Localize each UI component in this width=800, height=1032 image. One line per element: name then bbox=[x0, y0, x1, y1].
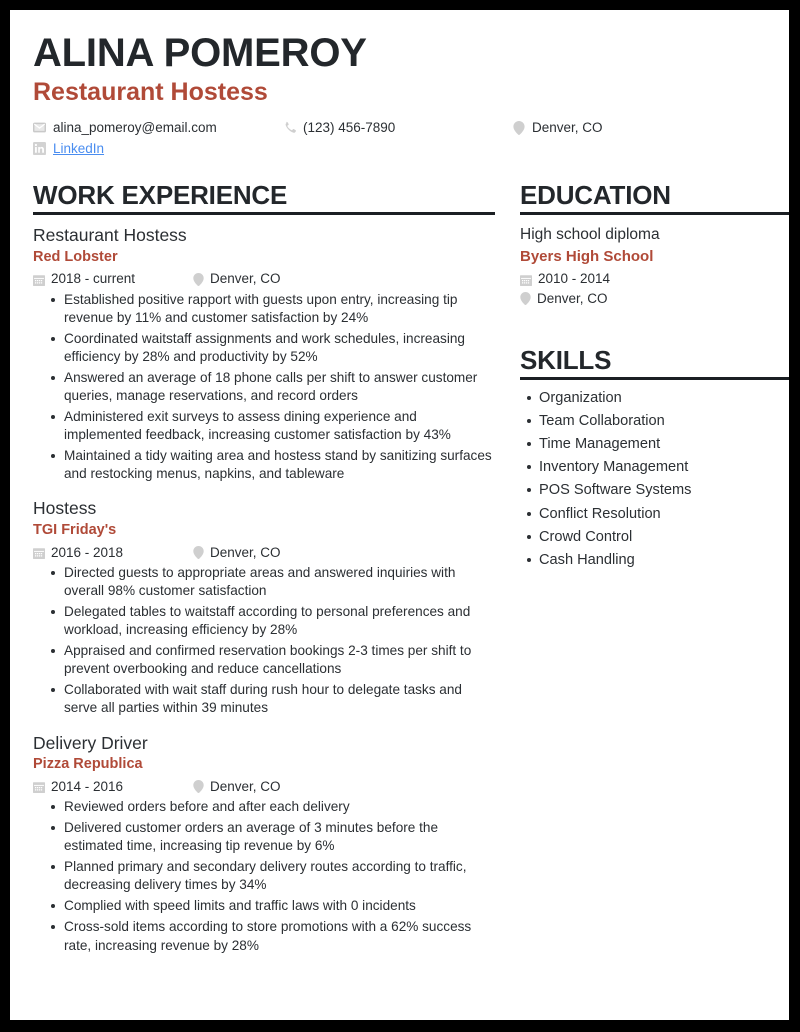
section-title-skills: SKILLS bbox=[520, 344, 612, 375]
section-divider bbox=[520, 377, 789, 380]
experience-location-text: Denver, CO bbox=[210, 271, 281, 287]
list-item: Complied with speed limits and traffic laws with 0 incidents bbox=[64, 897, 495, 915]
left-column bbox=[33, 181, 495, 958]
list-item: Planned primary and secondary delivery routes according to traffic, decreasing delivery times by 34% bbox=[64, 858, 495, 894]
map-pin-icon bbox=[193, 273, 204, 286]
calendar-icon bbox=[33, 274, 45, 286]
work-experience-section bbox=[33, 181, 495, 955]
map-pin-icon bbox=[193, 546, 204, 559]
skills-list bbox=[520, 388, 789, 570]
contact-phone[interactable] bbox=[283, 120, 513, 136]
education-degree: High school diploma bbox=[520, 226, 660, 244]
experience-role: Delivery Driver bbox=[33, 732, 148, 753]
experience-location bbox=[193, 271, 281, 287]
education-dates bbox=[520, 271, 789, 287]
list-item: Coordinated waitstaff assignments and work schedules, increasing efficiency by 28% and productivity by 52% bbox=[64, 330, 495, 366]
location-text: Denver, CO bbox=[532, 119, 603, 135]
experience-location bbox=[193, 545, 281, 561]
experience-dates bbox=[33, 271, 193, 287]
list-item: Collaborated with wait staff during rush hour to delegate tasks and serve all parties within 39 minutes bbox=[64, 681, 495, 717]
list-item: Team Collaboration bbox=[539, 411, 789, 431]
experience-location bbox=[193, 779, 281, 795]
list-item: Time Management bbox=[539, 434, 789, 454]
list-item: Cash Handling bbox=[539, 550, 789, 570]
list-item: Reviewed orders before and after each delivery bbox=[64, 798, 495, 816]
resume-header bbox=[33, 32, 767, 164]
contact-row-1 bbox=[33, 120, 767, 136]
linkedin-icon bbox=[33, 142, 46, 155]
experience-meta bbox=[33, 545, 495, 561]
experience-organization: Red Lobster bbox=[33, 248, 118, 265]
experience-entry bbox=[33, 497, 495, 717]
experience-organization: Pizza Republica bbox=[33, 756, 143, 773]
list-item: Cross-sold items according to store promotions with a 62% success rate, increasing revenue by 28% bbox=[64, 918, 495, 954]
map-pin-icon bbox=[520, 292, 531, 305]
experience-dates bbox=[33, 779, 193, 795]
list-item: Appraised and confirmed reservation bookings 2-3 times per shift to prevent overbooking and reduce cancellations bbox=[64, 642, 495, 678]
calendar-icon bbox=[33, 547, 45, 559]
page-title: ALINA POMEROY bbox=[33, 31, 367, 75]
map-pin-icon bbox=[513, 121, 525, 135]
list-item: Organization bbox=[539, 388, 789, 408]
list-item: Directed guests to appropriate areas and answered inquiries with overall 98% customer satisfaction bbox=[64, 564, 495, 600]
section-title-work-experience: WORK EXPERIENCE bbox=[33, 180, 288, 211]
experience-organization: TGI Friday's bbox=[33, 522, 117, 539]
education-meta bbox=[520, 271, 789, 306]
education-school: Byers High School bbox=[520, 248, 654, 266]
contact-email[interactable] bbox=[33, 120, 283, 136]
list-item: Administered exit surveys to assess dining experience and implemented feedback, increasing customer satisfaction by 43% bbox=[64, 408, 495, 444]
job-title: Restaurant Hostess bbox=[33, 78, 268, 107]
experience-bullets bbox=[33, 291, 495, 484]
experience-meta bbox=[33, 779, 495, 795]
experience-dates-text: 2016 - 2018 bbox=[51, 544, 124, 560]
experience-location-text: Denver, CO bbox=[210, 544, 281, 560]
experience-location-text: Denver, CO bbox=[210, 778, 281, 794]
envelope-icon bbox=[33, 121, 46, 134]
resume-document bbox=[10, 10, 789, 1020]
calendar-icon bbox=[33, 781, 45, 793]
education-location bbox=[520, 291, 789, 307]
skills-section bbox=[520, 346, 789, 570]
experience-role: Restaurant Hostess bbox=[33, 225, 187, 246]
phone-icon bbox=[283, 121, 296, 134]
list-item: Crowd Control bbox=[539, 527, 789, 547]
linkedin-link[interactable]: LinkedIn bbox=[53, 140, 105, 156]
list-item: Established positive rapport with guests upon entry, increasing tip revenue by 11% and customer satisfaction by 24% bbox=[64, 291, 495, 327]
calendar-icon bbox=[520, 274, 532, 286]
list-item: Maintained a tidy waiting area and hostess stand by sanitizing surfaces and restocking menus, napkins, and tableware bbox=[64, 447, 495, 483]
experience-entry bbox=[33, 224, 495, 483]
list-item: Answered an average of 18 phone calls per shift to answer customer queries, manage reservations, and record orders bbox=[64, 369, 495, 405]
contact-row-2 bbox=[33, 141, 767, 157]
email-text: alina_pomeroy@email.com bbox=[53, 119, 217, 135]
experience-entry bbox=[33, 732, 495, 955]
list-item: Delivered customer orders an average of 3 minutes before the estimated time, increasing tip revenue by 6% bbox=[64, 819, 495, 855]
experience-dates-text: 2018 - current bbox=[51, 271, 136, 287]
contact-info bbox=[33, 120, 767, 157]
contact-location bbox=[513, 120, 753, 136]
map-pin-icon bbox=[193, 780, 204, 793]
experience-dates bbox=[33, 545, 193, 561]
education-section bbox=[520, 181, 789, 307]
experience-bullets bbox=[33, 798, 495, 955]
contact-linkedin[interactable] bbox=[33, 141, 283, 157]
experience-role: Hostess bbox=[33, 498, 97, 519]
experience-meta bbox=[33, 271, 495, 287]
list-item: POS Software Systems bbox=[539, 480, 789, 500]
list-item: Conflict Resolution bbox=[539, 504, 789, 524]
education-location-text: Denver, CO bbox=[537, 290, 608, 306]
experience-bullets bbox=[33, 564, 495, 718]
education-dates-text: 2010 - 2014 bbox=[538, 271, 611, 287]
education-entry bbox=[520, 225, 789, 307]
resume-body bbox=[33, 181, 767, 958]
section-divider bbox=[33, 212, 495, 215]
experience-dates-text: 2014 - 2016 bbox=[51, 778, 124, 794]
list-item: Delegated tables to waitstaff according to personal preferences and workload, increasing efficiency by 28% bbox=[64, 603, 495, 639]
phone-text: (123) 456-7890 bbox=[303, 119, 396, 135]
list-item: Inventory Management bbox=[539, 457, 789, 477]
section-divider bbox=[520, 212, 789, 215]
section-title-education: EDUCATION bbox=[520, 180, 671, 211]
right-column bbox=[520, 181, 789, 573]
